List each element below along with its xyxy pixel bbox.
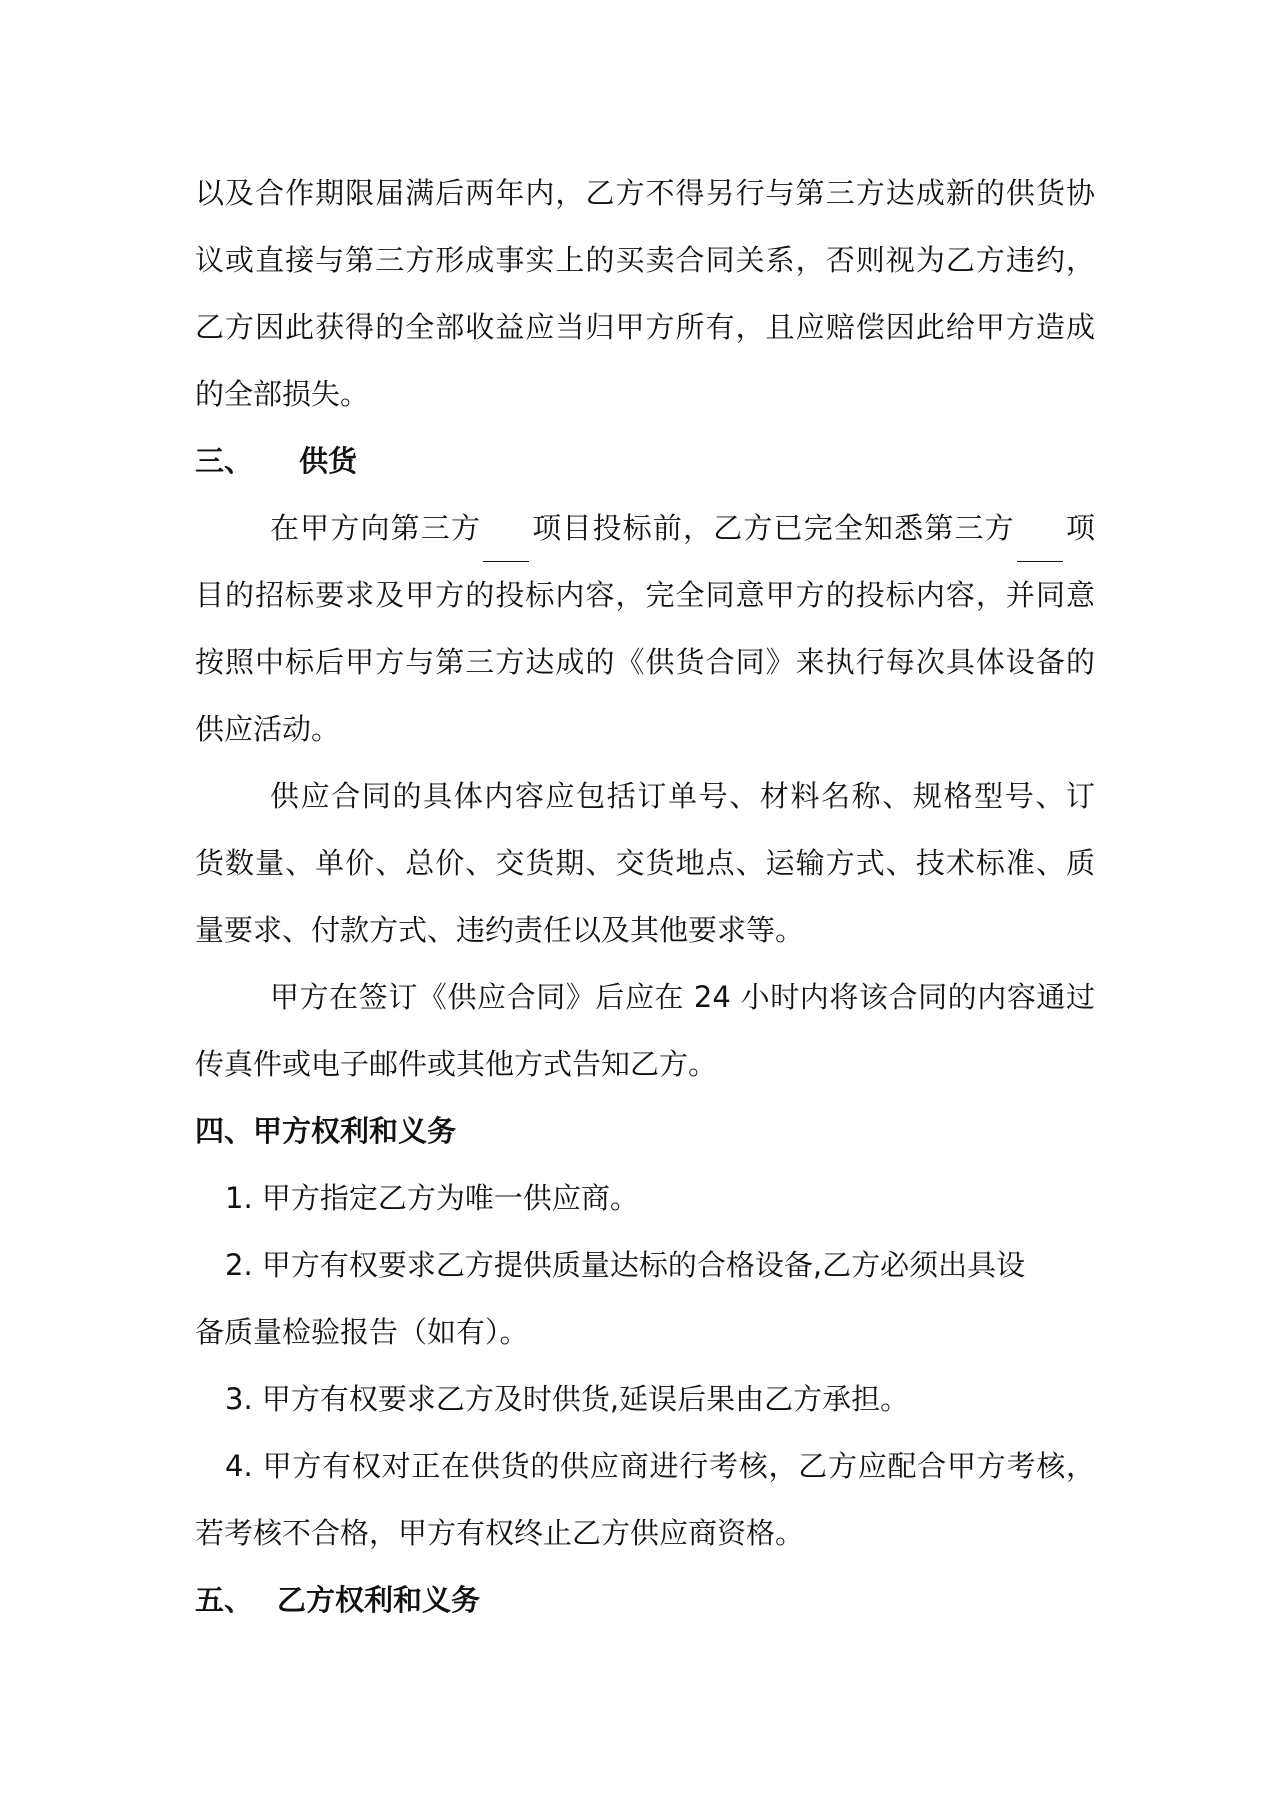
text-fragment: 项 [1064,511,1095,545]
list-item-continuation: 若考核不合格，甲方有权终止乙方供应商资格。 [195,1516,805,1550]
section-5-heading [195,1567,1095,1634]
paragraph-line: 目的招标要求及甲方的投标内容，完全同意甲方的投标内容，并同意 [195,578,1095,612]
blank-field [1017,531,1063,562]
list-item: 1. 甲方指定乙方为唯一供应商。 [225,1181,639,1215]
section-4-heading: 四、甲方权利和义务 [195,1114,457,1148]
paragraph-line: 乙方因此获得的全部收益应当归甲方所有，且应赔偿因此给甲方造成 [195,310,1095,344]
text-fragment: 项目投标前，乙方已完全知悉第三方 [531,511,1015,545]
text-fragment: 在甲方向第三方 [270,511,482,545]
paragraph-line: 供应合同的具体内容应包括订单号、材料名称、规格型号、订 [270,779,1095,813]
section-5-title: 乙方权利和义务 [277,1583,481,1617]
section-3-number: 三、 [195,444,254,478]
section-3-heading [195,428,1095,495]
paragraph-line: 传真件或电子邮件或其他方式告知乙方。 [195,1047,718,1081]
paragraph-line: 货数量、单价、总价、交货期、交货地点、运输方式、技术标准、质 [195,846,1095,880]
paragraph-line: 的全部损失。 [195,377,370,411]
list-item: 4. 甲方有权对正在供货的供应商进行考核，乙方应配合甲方考核， [225,1449,1095,1483]
section-5-number: 五、 [195,1583,254,1617]
list-item-continuation: 备质量检验报告（如有）。 [195,1315,529,1349]
section-3-title: 供货 [299,444,358,478]
paragraph-line: 量要求、付款方式、违约责任以及其他要求等。 [195,913,805,947]
document-page [195,160,1095,1634]
paragraph-line: 议或直接与第三方形成事实上的买卖合同关系，否则视为乙方违约， [195,243,1095,277]
paragraph-line [195,495,1095,562]
paragraph-line: 以及合作期限届满后两年内，乙方不得另行与第三方达成新的供货协 [195,176,1095,210]
list-item: 3. 甲方有权要求乙方及时供货,延误后果由乙方承担。 [225,1382,910,1416]
paragraph-line: 按照中标后甲方与第三方达成的《供货合同》来执行每次具体设备的 [195,645,1095,679]
list-item: 2. 甲方有权要求乙方提供质量达标的合格设备,乙方必须出具设 [225,1248,1026,1282]
blank-field [483,531,529,562]
paragraph-line: 甲方在签订《供应合同》后应在 24 小时内将该合同的内容通过 [270,980,1095,1014]
paragraph-line: 供应活动。 [195,712,341,746]
